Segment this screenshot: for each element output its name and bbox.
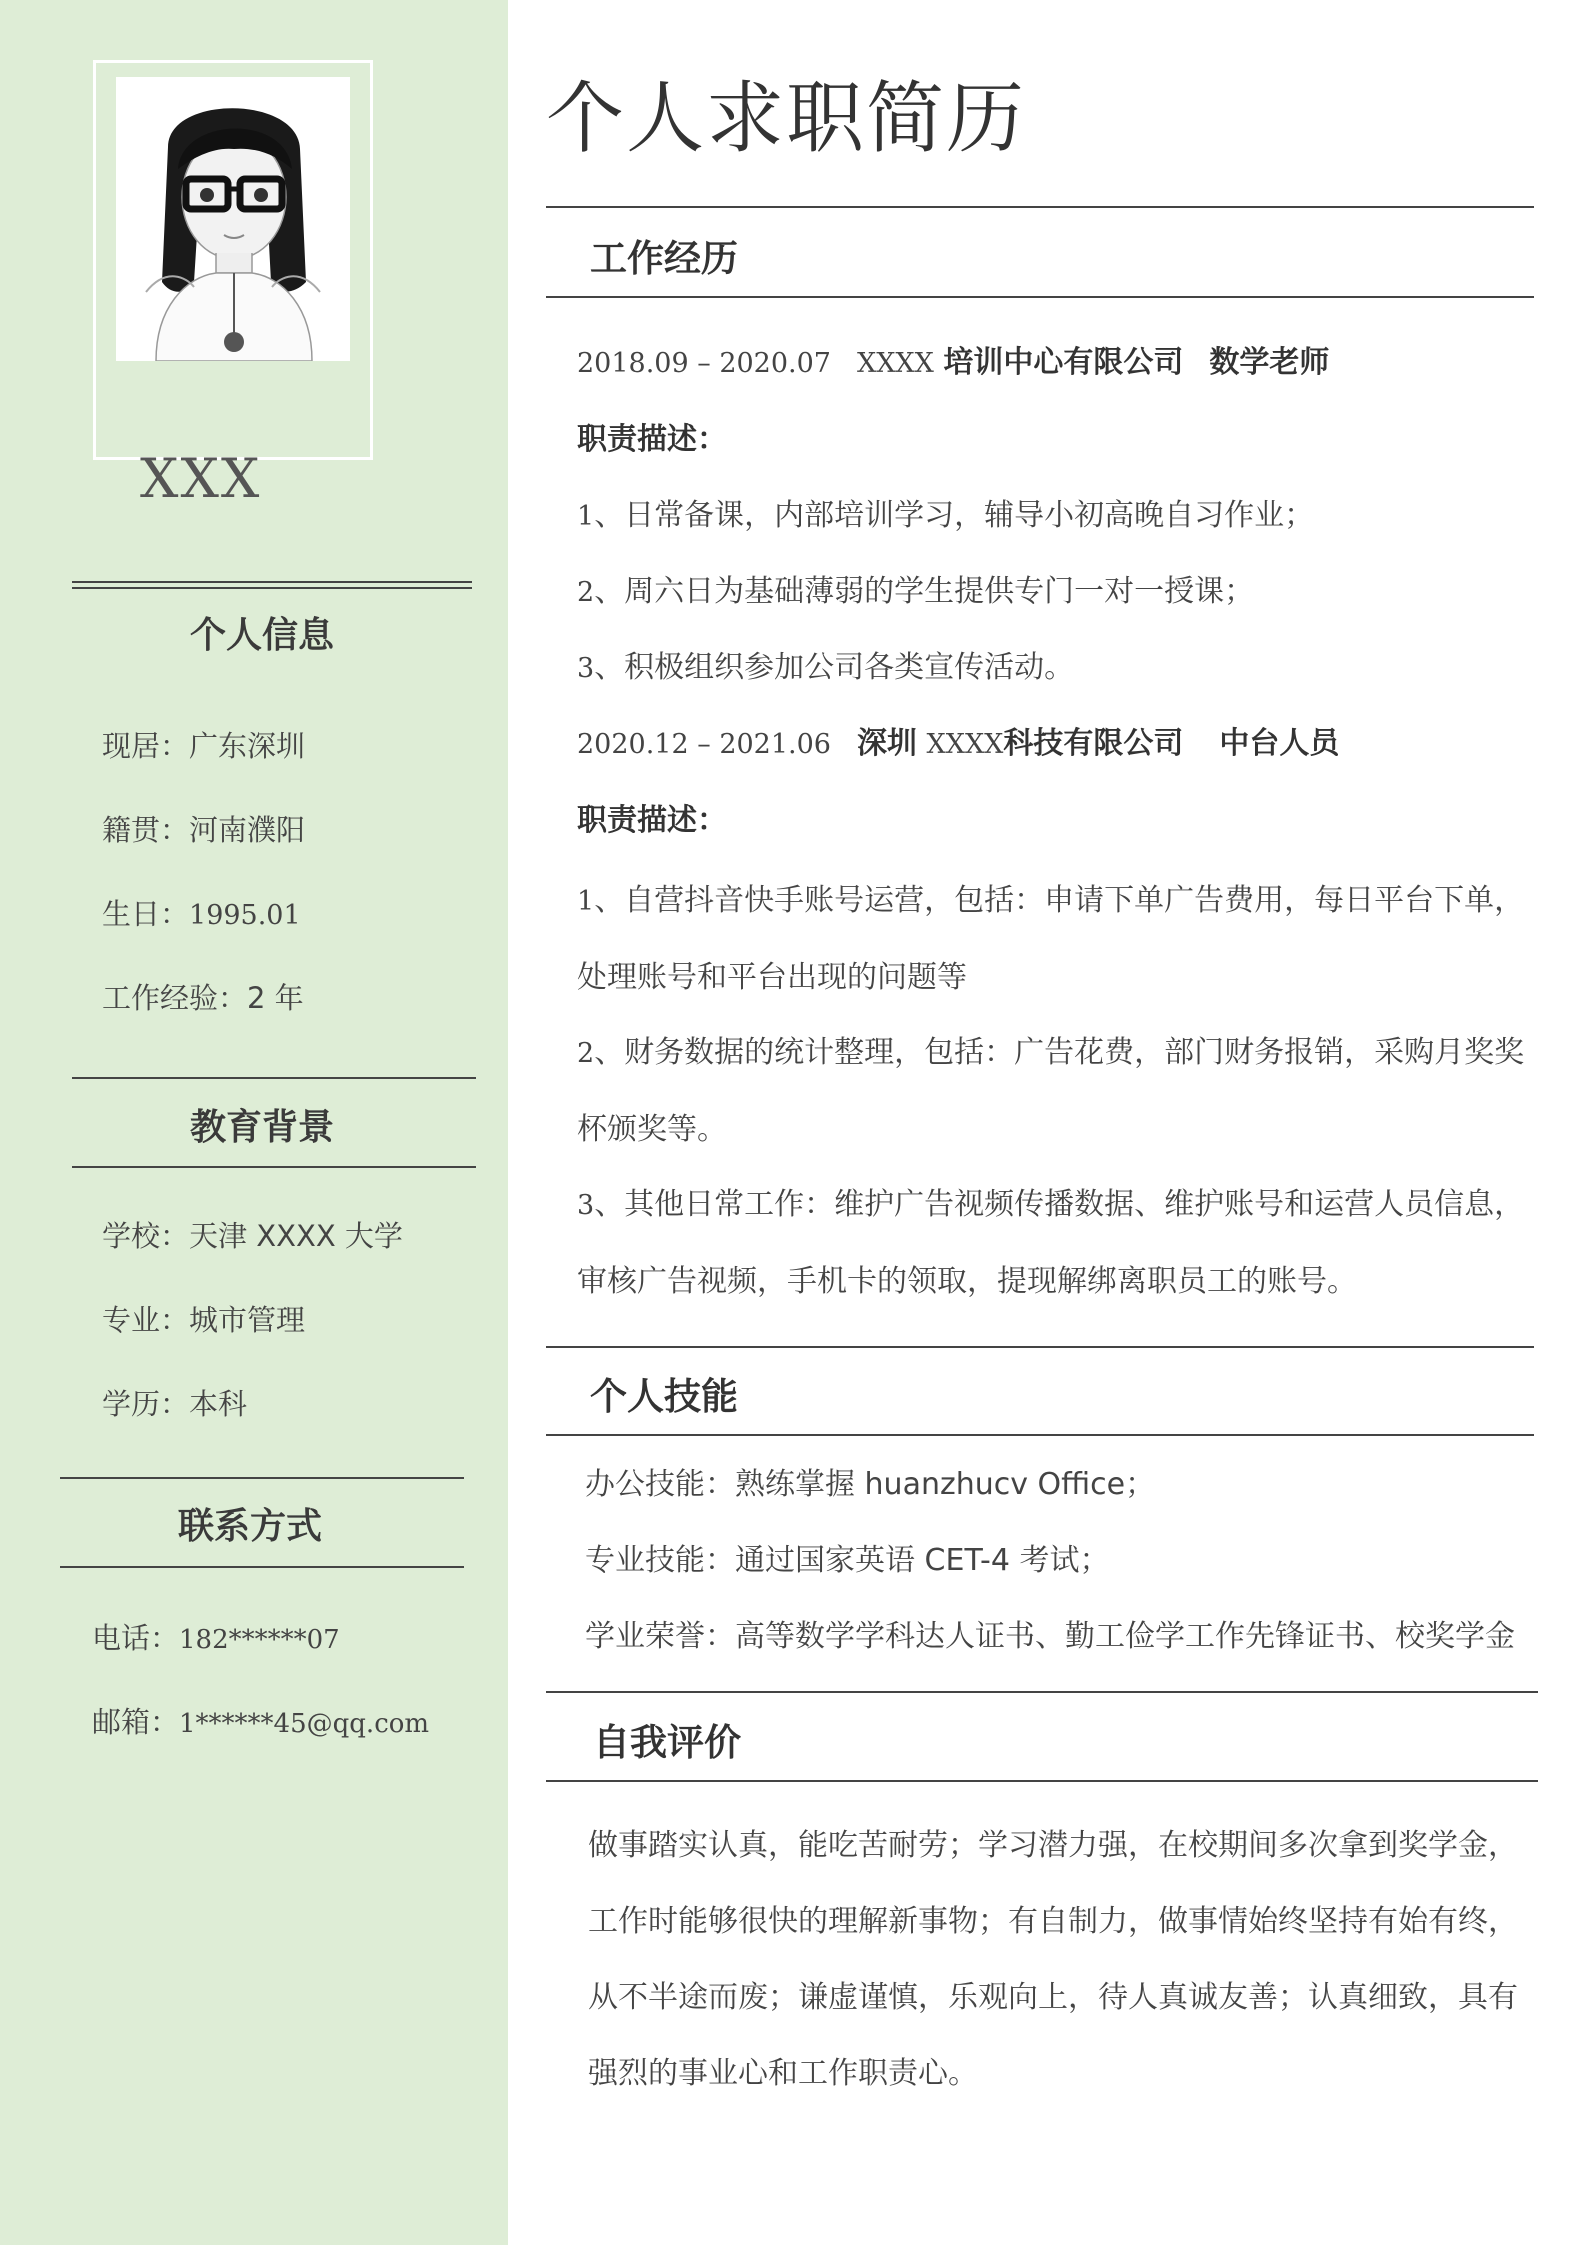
- duty-num: 2: [577, 577, 595, 608]
- divider: [546, 1346, 1534, 1348]
- job-company: 科技有限公司: [1003, 726, 1184, 761]
- page-title: 个人求职简历: [546, 74, 1027, 164]
- divider: [546, 1691, 1538, 1693]
- job-period: 2018.09 – 2020.07: [577, 348, 831, 379]
- info-value: 本科: [189, 1387, 248, 1421]
- info-school: [102, 1219, 403, 1253]
- info-label: 电话：: [92, 1621, 180, 1655]
- duty-item: [577, 574, 1255, 609]
- divider: [72, 1077, 476, 1079]
- skill-value: 通过国家英语 CET-4 考试；: [735, 1543, 1110, 1578]
- self-eval-text: 做事踏实认真，能吃苦耐劳；学习潜力强，在校期间多次拿到奖学金，工作时能够很快的理解新事物；有自制力，做事情始终坚持有始有终，从不半途而废；谦虚谨慎，乐观向上，待人真诚友善；认真细致，具有强烈的事业心和工作职责心。: [588, 1828, 1518, 2091]
- info-birthday: [102, 897, 301, 931]
- info-major: [102, 1303, 306, 1337]
- duty-text: 、周六日为基础薄弱的学生提供专门一对一授课；: [594, 574, 1255, 609]
- duty-text: 、其他日常工作：维护广告视频传播数据、维护账号和运营人员信息，审核广告视频，手机卡的领取，提现解绑离职员工的账号。: [577, 1187, 1525, 1299]
- job-company-prefix: 深圳: [856, 726, 917, 761]
- info-value: 1995.01: [189, 900, 301, 931]
- duties-label: 职责描述：: [577, 422, 727, 457]
- info-degree: [102, 1387, 248, 1421]
- divider: [60, 1566, 464, 1568]
- divider: [546, 296, 1534, 298]
- skill-value: 熟练掌握 huanzhucv Office；: [735, 1467, 1156, 1502]
- divider: [546, 206, 1534, 208]
- info-label: 籍贯：: [102, 813, 190, 847]
- info-label: 专业：: [102, 1303, 190, 1337]
- duties-label: 职责描述：: [577, 803, 727, 838]
- avatar-illustration: [116, 77, 350, 361]
- phone-value: 182******07: [179, 1625, 340, 1655]
- divider: [546, 1434, 1534, 1436]
- sidebar: [0, 0, 508, 2245]
- skill-value: 高等数学学科达人证书、勤工俭学工作先锋证书、校奖学金: [735, 1619, 1515, 1654]
- divider: [72, 581, 472, 583]
- info-residence: [102, 729, 306, 763]
- info-value: 天津 XXXX 大学: [189, 1219, 403, 1253]
- skill-label: 学业荣誉：: [585, 1619, 735, 1654]
- work-title: 工作经历: [590, 237, 738, 280]
- job-company: 培训中心有限公司: [943, 345, 1184, 380]
- info-label: 邮箱：: [92, 1705, 180, 1739]
- info-hometown: [102, 813, 306, 847]
- duty-num: 3: [577, 1190, 595, 1221]
- info-label: 学校：: [102, 1219, 190, 1253]
- duty-num: 2: [577, 1038, 595, 1069]
- job-position: 中台人员: [1219, 726, 1340, 761]
- duty-num: 1: [577, 886, 595, 917]
- duty-item: [577, 498, 1315, 533]
- info-label: 现居：: [102, 729, 190, 763]
- skill-item: [585, 1543, 1110, 1578]
- duty-text: 、日常备课，内部培训学习，辅导小初高晚自习作业；: [594, 498, 1315, 533]
- contact-phone: [92, 1621, 340, 1655]
- photo-frame: [93, 60, 373, 460]
- skill-item: [585, 1619, 1515, 1654]
- duty-num: 3: [577, 653, 595, 684]
- contact-title: 联系方式: [177, 1506, 322, 1547]
- avatar: [116, 77, 350, 361]
- divider: [72, 1166, 476, 1168]
- job-header: [577, 345, 1330, 380]
- duty-text: 、财务数据的统计整理，包括：广告花费，部门财务报销，采购月奖奖杯颁奖等。: [577, 1035, 1525, 1147]
- duty-text: 、自营抖音快手账号运营，包括：申请下单广告费用，每日平台下单，处理账号和平台出现的问题等: [577, 883, 1525, 995]
- info-value: 河南濮阳: [189, 813, 306, 847]
- info-value: 城市管理: [189, 1303, 306, 1337]
- contact-email: [92, 1705, 430, 1739]
- info-label: 生日：: [102, 897, 190, 931]
- divider: [60, 1477, 464, 1479]
- duty-num: 1: [577, 501, 595, 532]
- job-position: 数学老师: [1209, 345, 1330, 380]
- job-company-prefix: XXXX: [856, 348, 934, 379]
- info-value: 广东深圳: [189, 729, 306, 763]
- duty-item: [577, 650, 1075, 685]
- skill-label: 专业技能：: [585, 1543, 735, 1578]
- duty-item: [577, 1015, 1535, 1168]
- candidate-name: XXX: [140, 447, 262, 510]
- info-experience: [102, 981, 304, 1015]
- email-value: 1******45@qq.com: [179, 1709, 430, 1739]
- divider: [72, 587, 472, 589]
- skill-label: 办公技能：: [585, 1467, 735, 1502]
- divider: [546, 1780, 1538, 1782]
- skills-title: 个人技能: [590, 1375, 738, 1418]
- duty-item: [577, 1167, 1535, 1320]
- personal-info-title: 个人信息: [189, 615, 334, 656]
- job-header: [577, 726, 1340, 761]
- job-period: 2020.12 – 2021.06: [577, 729, 831, 760]
- education-title: 教育背景: [189, 1107, 334, 1148]
- duty-text: 、积极组织参加公司各类宣传活动。: [594, 650, 1075, 685]
- info-label: 学历：: [102, 1387, 190, 1421]
- job-company-code: XXXX: [926, 729, 1004, 760]
- skill-item: [585, 1467, 1156, 1502]
- self-eval-title: 自我评价: [593, 1721, 741, 1764]
- info-label: 工作经验：: [102, 981, 248, 1015]
- duty-item: [577, 863, 1535, 1016]
- info-value: 2 年: [247, 981, 304, 1015]
